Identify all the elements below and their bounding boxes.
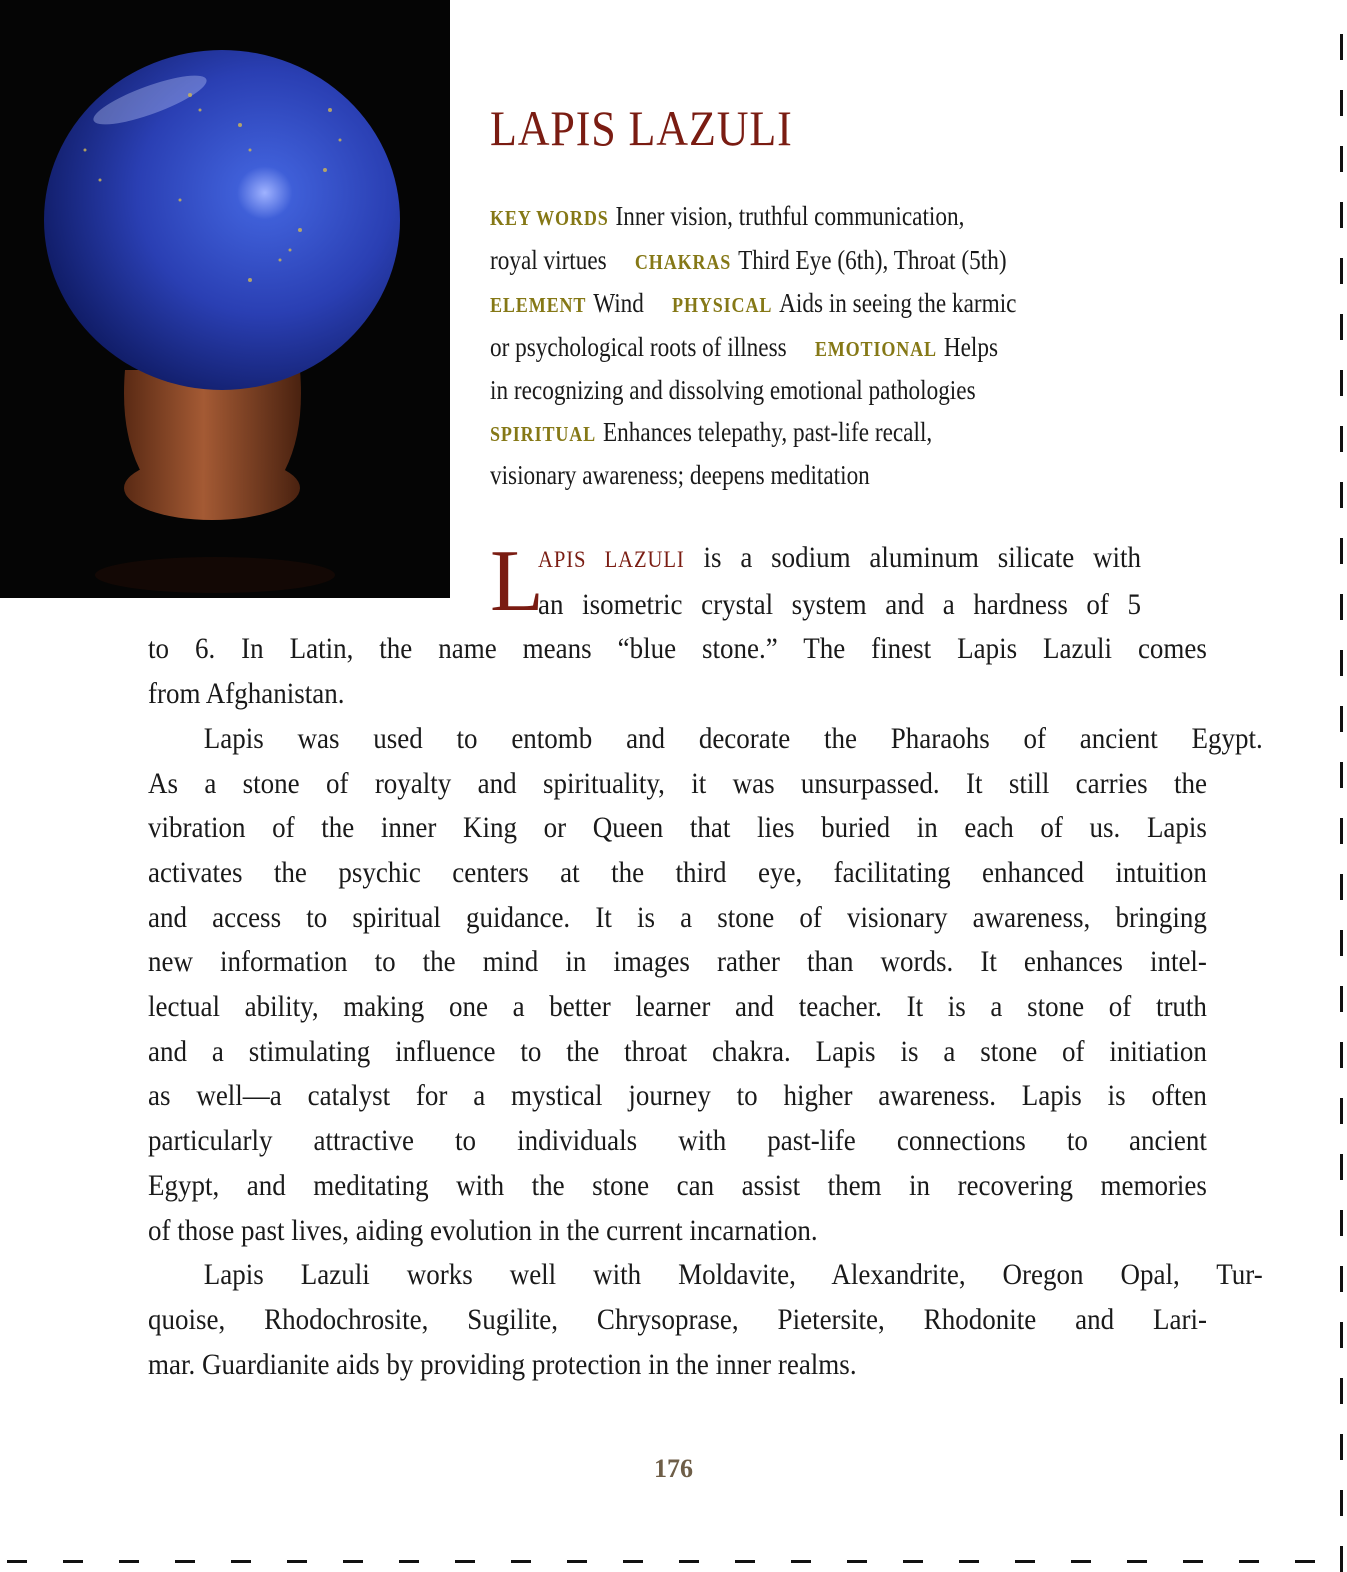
body-line [148,536,1208,583]
edge-mark [847,1560,867,1563]
edge-mark [1340,762,1343,788]
edge-mark [1239,1560,1259,1563]
edge-mark [1340,258,1343,284]
body-line: of those past lives, aiding evolution in the current incarnation. [148,1213,818,1247]
properties-line-5 [490,370,1126,412]
edge-mark [343,1560,363,1563]
edge-mark [791,1560,811,1563]
key-words-value: Inner vision, truthful communication, [615,201,965,231]
edge-mark [175,1560,195,1563]
edge-mark [679,1560,699,1563]
body-text [148,533,1263,1387]
edge-mark [1183,1560,1203,1563]
edge-mark [1340,34,1343,60]
edge-mark [1340,538,1343,564]
properties-line-4 [490,327,1126,371]
body-line: new information to the mind in images rather than words. It enhances intel- [148,945,1207,979]
emotional-label: EMOTIONAL [814,336,937,361]
body-line: from Afghanistan. [148,677,345,711]
edge-mark [1340,930,1343,956]
drop-cap: L [490,533,544,630]
edge-mark [1071,1560,1091,1563]
edge-mark [1340,986,1343,1012]
edge-mark [1340,1490,1343,1516]
body-line: lectual ability, making one a better learner and teacher. It is a stone of truth [148,990,1207,1024]
lapis-sphere [44,50,400,390]
edge-mark [1340,1154,1343,1180]
edge-mark [1340,202,1343,228]
edge-mark [399,1560,419,1563]
body-line: and access to spiritual guidance. It is a stone of visionary awareness, bringing [148,900,1207,934]
body-line: particularly attractive to individuals with past-life connections to ancient [148,1124,1207,1158]
edge-mark [1340,426,1343,452]
physical-value-cont: or psychological roots of illness [490,331,787,362]
edge-mark [959,1560,979,1563]
edge-mark [623,1560,643,1563]
properties-line-6 [490,412,1126,456]
body-line: an isometric crystal system and a hardness of 5 [538,587,1141,621]
edge-mark [455,1560,475,1563]
spiritual-value-cont: visionary awareness; deepens meditation [490,460,870,490]
physical-label: PHYSICAL [672,293,773,317]
emotional-value-cont: in recognizing and dissolving emotional pathologies [490,375,976,405]
properties-line-7 [490,455,1126,497]
edge-mark [1295,1560,1315,1563]
properties-line-2 [490,240,1126,284]
edge-mark [7,1560,27,1563]
edge-mark [1015,1560,1035,1563]
edge-mark [1340,146,1343,172]
edge-mark [1340,1042,1343,1068]
edge-mark [1340,594,1343,620]
body-line-text: is a sodium aluminum silicate with [684,541,1141,574]
chakras-label: CHAKRAS [634,249,732,274]
edge-mark [1340,482,1343,508]
body-line: and a stimulating influence to the throat chakra. Lapis is a stone of initiation [148,1034,1207,1068]
key-words-value-cont: royal virtues [490,244,607,275]
key-words-label: KEY WORDS [490,206,609,230]
element-label: ELEMENT [490,293,587,317]
stone-properties [490,196,1230,497]
edge-mark [1340,1546,1343,1572]
body-line: to 6. In Latin, the name means “blue stone.” The finest Lapis Lazuli comes [148,632,1207,666]
body-line: as well—a catalyst for a mystical journey to higher awareness. Lapis is often [148,1079,1207,1113]
page-number: 176 [654,1454,693,1483]
edge-mark [1340,1098,1343,1124]
body-line: activates the psychic centers at the third eye, facilitating enhanced intuition [148,855,1207,889]
emotional-value: Helps [943,331,999,362]
edge-mark [119,1560,139,1563]
properties-line-1 [490,196,1126,240]
edge-mark [1340,314,1343,340]
edge-mark [1340,370,1343,396]
spiritual-label: SPIRITUAL [490,421,597,446]
sphere-illustration [0,0,450,598]
body-line: As a stone of royalty and spirituality, it was unsurpassed. It still carries the [148,766,1207,800]
page-title: LAPIS LAZULI [490,100,793,156]
edge-mark [1127,1560,1147,1563]
edge-mark [1340,818,1343,844]
lead-in-smallcaps: APIS LAZULI [538,547,685,572]
body-line: Lapis Lazuli works well with Moldavite, Alexandrite, Oregon Opal, Tur- [203,1258,1263,1292]
body-line: vibration of the inner King or Queen that lies buried in each of us. Lapis [148,811,1207,845]
edge-mark [63,1560,83,1563]
edge-mark [1340,706,1343,732]
edge-mark [1340,1266,1343,1292]
edge-mark [231,1560,251,1563]
edge-mark [1340,1378,1343,1404]
spiritual-value: Enhances telepathy, past-life recall, [602,416,933,447]
body-line: mar. Guardianite aids by providing protection in the inner realms. [148,1347,857,1381]
edge-mark [1340,1210,1343,1236]
edge-mark [1340,90,1343,116]
physical-value: Aids in seeing the karmic [779,288,1017,318]
edge-mark [567,1560,587,1563]
body-line: Egypt, and meditating with the stone can assist them in recovering memories [148,1168,1207,1202]
element-value: Wind [593,288,644,318]
edge-mark [903,1560,923,1563]
edge-mark [1340,874,1343,900]
edge-mark [735,1560,755,1563]
chakras-value: Third Eye (6th), Throat (5th) [738,244,1007,275]
edge-mark [511,1560,531,1563]
edge-mark [1340,650,1343,676]
body-line: quoise, Rhodochrosite, Sugilite, Chrysoprase, Pietersite, Rhodonite and Lari- [148,1302,1207,1336]
lapis-sphere-photo [0,0,450,598]
edge-mark [287,1560,307,1563]
body-line: Lapis was used to entomb and decorate the Pharaohs of ancient Egypt. [203,721,1263,755]
edge-mark [1340,1322,1343,1348]
edge-mark [1340,1434,1343,1460]
properties-line-3 [490,283,1126,327]
